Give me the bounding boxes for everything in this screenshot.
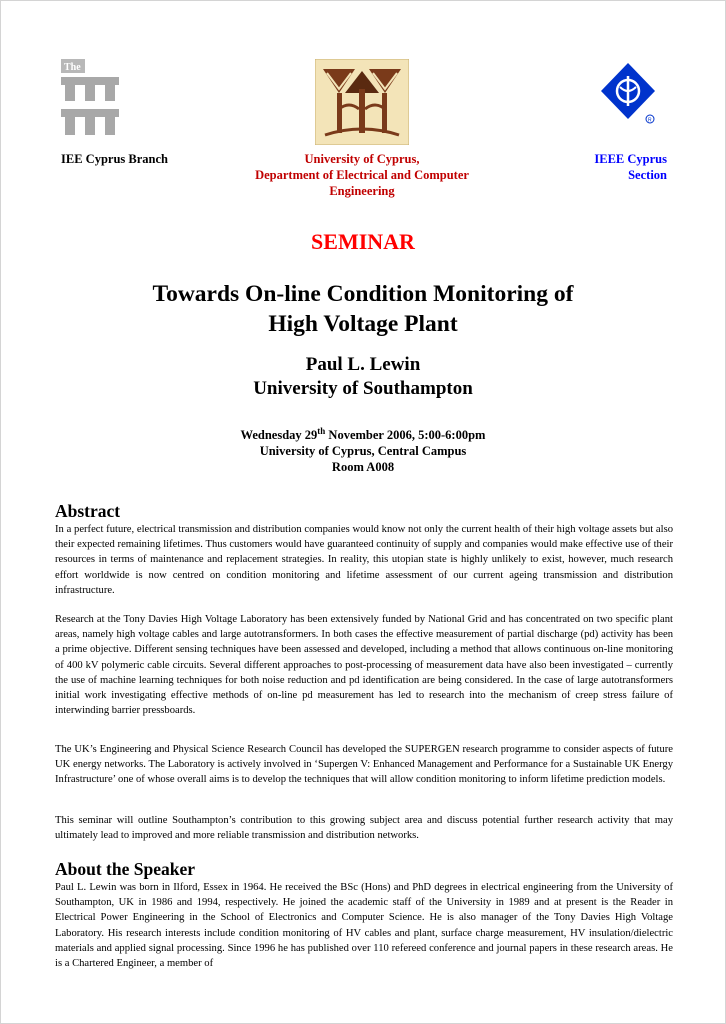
speaker-block bbox=[1, 353, 725, 401]
speaker-affiliation: University of Southampton bbox=[253, 378, 473, 399]
ieee-logo bbox=[599, 61, 661, 129]
org-line: Section bbox=[628, 168, 667, 182]
ieee-cyprus-section bbox=[541, 151, 667, 183]
speaker-name: Paul L. Lewin bbox=[305, 354, 421, 375]
org-line: Engineering bbox=[329, 184, 395, 198]
svg-text:R: R bbox=[648, 117, 652, 124]
abstract-paragraph: Research at the Tony Davies High Voltage Laboratory has been extensively funded by National Grid and has concentrated on two specific plant areas, namely high voltage cables and large autotransformers. In both cases the effective measurement of partial discharge (pd) activity has been a prime objective. Different sensing techniques have been assessed and developed, including a method that allows continuous on-line monitoring of 400 kV polymeric cable circuits. Several different approaches to post-processing of measurement data have also been investigated – currently the use of machine learning techniques for both noise reduction and pd identification are being considered. In the case of large autotransformers initial work investigating effective methods of on-line pd measurement has led to research into the mechanism of creep stress failure of interwinding barrier pressboards. bbox=[55, 614, 673, 717]
event-date bbox=[1, 427, 725, 443]
about-speaker-heading: About the Speaker bbox=[55, 859, 196, 879]
iee-cyprus-branch: IEE Cyprus Branch bbox=[61, 152, 168, 166]
abstract-heading: Abstract bbox=[55, 501, 121, 521]
event-room: Room A008 bbox=[331, 460, 395, 474]
seminar-label: SEMINAR bbox=[311, 229, 415, 254]
event-venue: University of Cyprus, Central Campus bbox=[259, 444, 467, 458]
abstract-paragraph: In a perfect future, electrical transmission and distribution companies would know not only the current health of their high voltage assets but also their expected remaining lifetimes. Thus customers would have guaranteed continuity of supply and companies would make effective use of their resources in terms of maintenance and replacement strategies. In reality, this utopian state is highly unlikely to exist, however, much research effort worldwide is now centred on condition monitoring and lifetime assessment of our current ageing transmission and distribution infrastructure. bbox=[55, 524, 673, 596]
date-suffix: th bbox=[317, 426, 326, 436]
university-department bbox=[211, 151, 513, 199]
svg-text:The: The bbox=[64, 62, 81, 73]
org-line: IEEE Cyprus bbox=[594, 152, 667, 166]
title-line: Towards On-line Condition Monitoring of bbox=[152, 281, 574, 307]
org-line: Department of Electrical and Computer bbox=[255, 168, 469, 182]
date-prefix: Wednesday 29 bbox=[240, 428, 318, 442]
abstract-paragraph: This seminar will outline Southampton’s contribution to this growing subject area and discuss potential further research activity that may ultimately lead to improved and more reliable transmission and distribution networks. bbox=[55, 815, 673, 842]
iee-logo bbox=[61, 59, 119, 141]
title-line: High Voltage Plant bbox=[268, 311, 458, 337]
about-speaker-paragraph: Paul L. Lewin was born in Ilford, Essex in 1964. He received the BSc (Hons) and PhD degrees in electrical engineering from the University of Southampton, UK in 1986 and 1994, respectively. He joined the academic staff of the University in 1989 and at present is the Reader in Electrical Power Engineering in the School of Electronics and Computer Science. He is also manager of the Tony Davies High Voltage Laboratory. His research interests include condition monitoring of HV cables and plant, surface charge measurement, HV insulation/dielectric materials and applied signal processing. Since 1996 he has published over 110 refereed conference and journal papers in these research areas. He is a Chartered Engineer, a member of bbox=[55, 882, 673, 970]
abstract-paragraph: The UK’s Engineering and Physical Science Research Council has developed the SUPERGEN research programme to consider aspects of future UK energy networks. The Laboratory is actively involved in ‘Supergen V: Enhanced Management and Performance for a Sustainable UK Energy Infrastructure’ one of whose overall aims is to develop the techniques that will allow condition monitoring to inform lifetime prediction models. bbox=[55, 744, 673, 786]
org-line: University of Cyprus, bbox=[304, 152, 420, 166]
date-rest: November 2006, 5:00-6:00pm bbox=[325, 428, 486, 442]
seminar-title bbox=[1, 279, 725, 339]
event-details bbox=[1, 427, 725, 475]
university-of-cyprus-logo bbox=[315, 59, 409, 145]
